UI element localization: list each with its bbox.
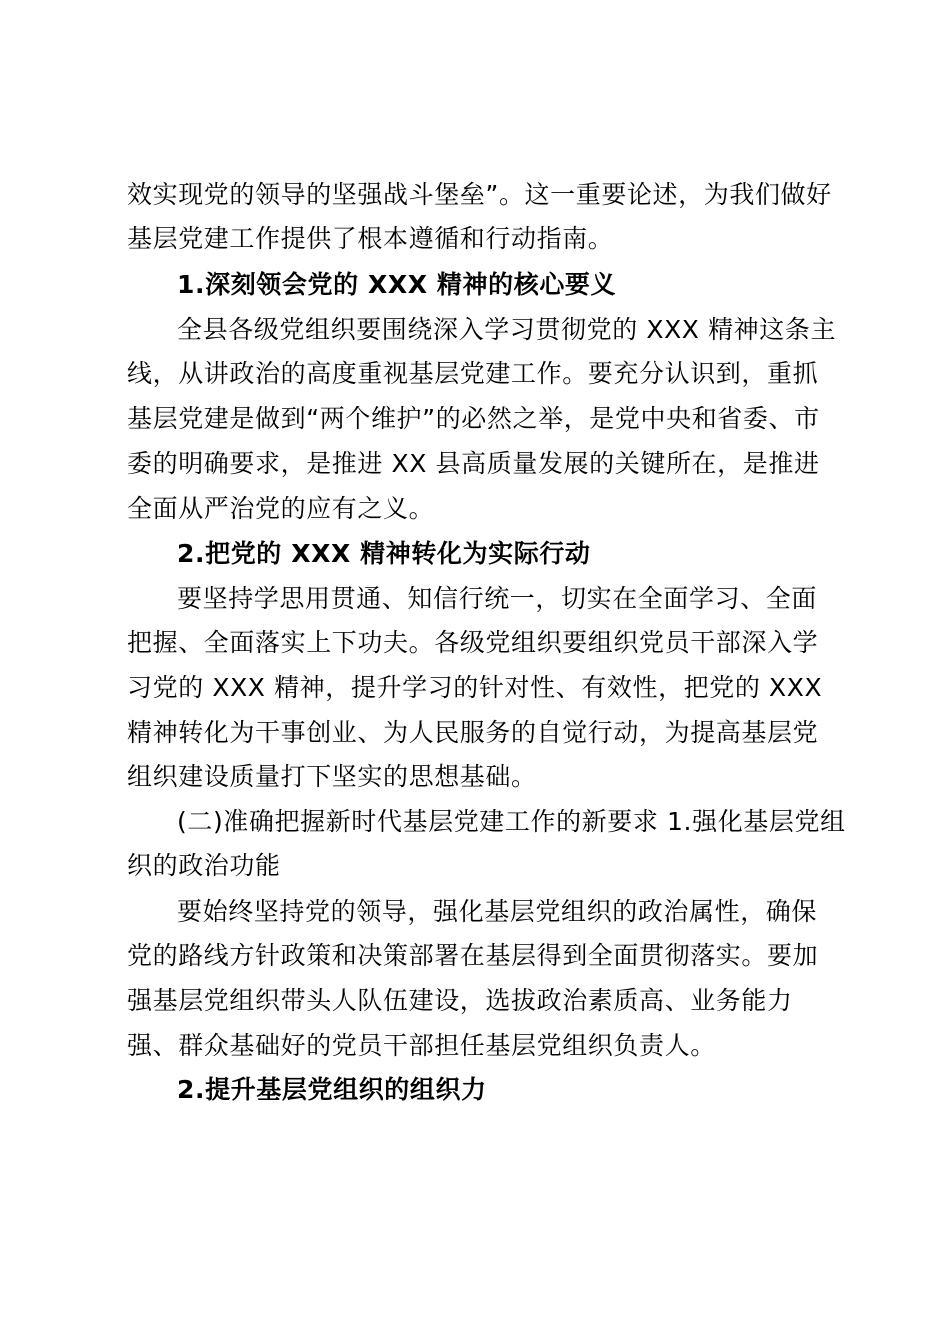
paragraph-line: 要坚持学思用贯通、知信行统一，切实在全面学习、全面 — [177, 584, 818, 613]
subsection-heading-continued: 织的政治功能 — [127, 851, 281, 880]
paragraph-line: 组织建设质量打下坚实的思想基础。 — [127, 762, 537, 791]
subsection-heading: (二)准确把握新时代基层党建工作的新要求 1.强化基层党组 — [177, 807, 846, 836]
paragraph-line: 要始终坚持党的领导，强化基层党组织的政治属性，确保 — [177, 897, 818, 926]
paragraph-line: 强、群众基础好的党员干部担任基层党组织负责人。 — [127, 1031, 716, 1060]
paragraph-line: 把握、全面落实上下功夫。各级党组织要组织党员干部深入学 — [127, 628, 819, 657]
section-heading: 2.提升基层党组织的组织力 — [177, 1075, 487, 1104]
paragraph-line: 精神转化为干事创业、为人民服务的自觉行动，为提高基层党 — [127, 718, 819, 747]
paragraph-line: 效实现党的领导的坚强战斗堡垒”。这一重要论述，为我们做好 — [127, 180, 832, 209]
section-heading: 1.深刻领会党的 XXX 精神的核心要义 — [177, 270, 617, 299]
paragraph-line: 基层党建是做到“两个维护”的必然之举，是党中央和省委、市 — [127, 404, 820, 433]
paragraph-line: 习党的 XXX 精神，提升学习的针对性、有效性，把党的 XXX — [127, 673, 823, 702]
paragraph-line: 全面从严治党的应有之义。 — [127, 494, 435, 523]
paragraph-line: 基层党建工作提供了根本遵循和行动指南。 — [127, 224, 614, 253]
paragraph-line: 线，从讲政治的高度重视基层党建工作。要充分认识到，重抓 — [127, 359, 819, 388]
section-heading: 2.把党的 XXX 精神转化为实际行动 — [177, 539, 591, 568]
paragraph-line: 全县各级党组织要围绕深入学习贯彻党的 XXX 精神这条主 — [177, 315, 837, 344]
paragraph-line: 委的明确要求，是推进 XX 县高质量发展的关键所在，是推进 — [127, 449, 820, 478]
paragraph-line: 强基层党组织带头人队伍建设，选拔政治素质高、业务能力 — [127, 986, 793, 1015]
paragraph-line: 党的路线方针政策和决策部署在基层得到全面贯彻落实。要加 — [127, 941, 819, 970]
